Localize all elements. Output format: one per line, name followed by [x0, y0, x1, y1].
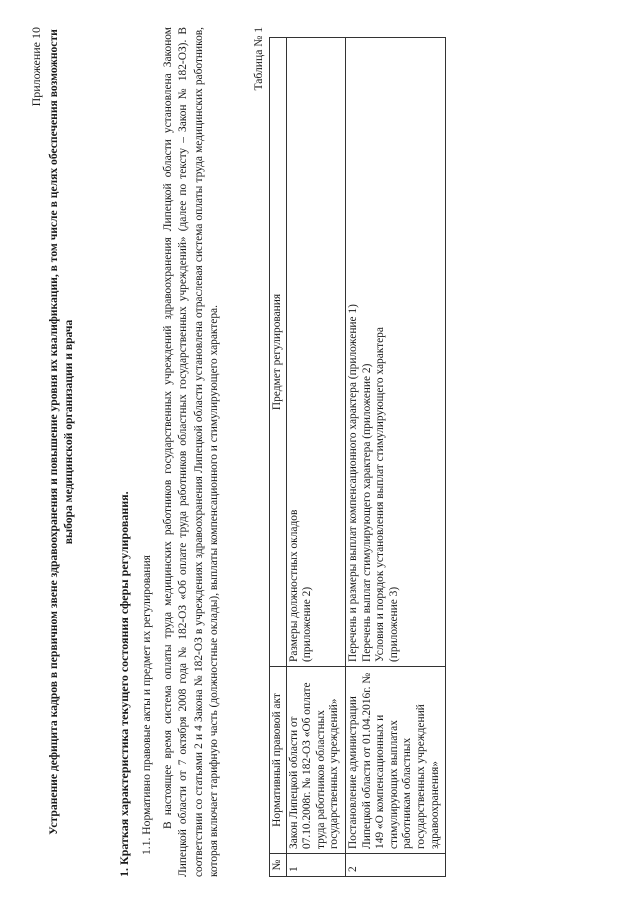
table-header-row [270, 38, 287, 877]
table-row [345, 38, 445, 877]
row-legal-act: Постановление администрации Липецкой области от 01.04.2016г. № 149 «О компенсационных и стимулирующих выплатах работникам областных государственных учреждений здравоохранения» [345, 667, 445, 854]
row-subject [286, 38, 345, 667]
header-legal-act: Нормативный правовой акт [270, 667, 287, 854]
row-subject [345, 38, 445, 667]
body-paragraph: В настоящее время система оплаты труда медицинских работников государственных учреждений здравоохранения Липецкой области установлена Законом Липецкой области от 7 октября 2008 года № 182-ОЗ «Об оплате труда работников областных государственных учреждений» (далее по тексту – Закон № 182-ОЗ). В соответствии со статьями 2 и 4 Закона № 182-ОЗ в учреждениях здравоохранения Липецкой области установлена отраслевая система оплаты труда медицинских работников, которая включает тарифную часть (должностные оклады), выплаты компенсационного и стимулирующего характера. [162, 27, 220, 877]
row-number: 2 [345, 854, 445, 877]
document-title: Устранение дефицита кадров в первичном звене здравоохранения и повышение уровня их квалификации, в том числе в целях обеспечения возможности выбора медицинской организации и врача [47, 29, 75, 835]
header-number: № [270, 854, 287, 877]
annex-label: Приложение 10 [29, 27, 43, 107]
table-row [286, 38, 345, 877]
subject-line: Размеры должностных окладов [287, 509, 300, 662]
regulation-table [269, 37, 446, 877]
section-heading: 1. Краткая характеристика текущего состояния сферы регулирования. [117, 491, 131, 877]
rotated-document-content [25, 27, 615, 877]
row-legal-act: Закон Липецкой области от 07.10.2008г. № 182-ОЗ «Об оплате труда работников областных государственных учреждений» [286, 667, 345, 854]
table-label: Таблица № 1 [252, 27, 265, 91]
subject-line: (приложение 2) [301, 586, 314, 662]
row-number: 1 [286, 854, 345, 877]
subsection-heading: 1.1. Нормативно правовые акты и предмет их регулирования [140, 555, 153, 855]
subject-line: (приложение 3) [387, 586, 400, 662]
subject-line: Перечень выплат стимулирующего характера (приложение 2) [360, 363, 373, 662]
header-subject: Предмет регулирования [270, 38, 287, 667]
subject-line: Перечень и размеры выплат компенсационного характера (приложение 1) [346, 304, 359, 662]
subject-line: Условия и порядок установления выплат стимулирующего характера [374, 327, 387, 662]
